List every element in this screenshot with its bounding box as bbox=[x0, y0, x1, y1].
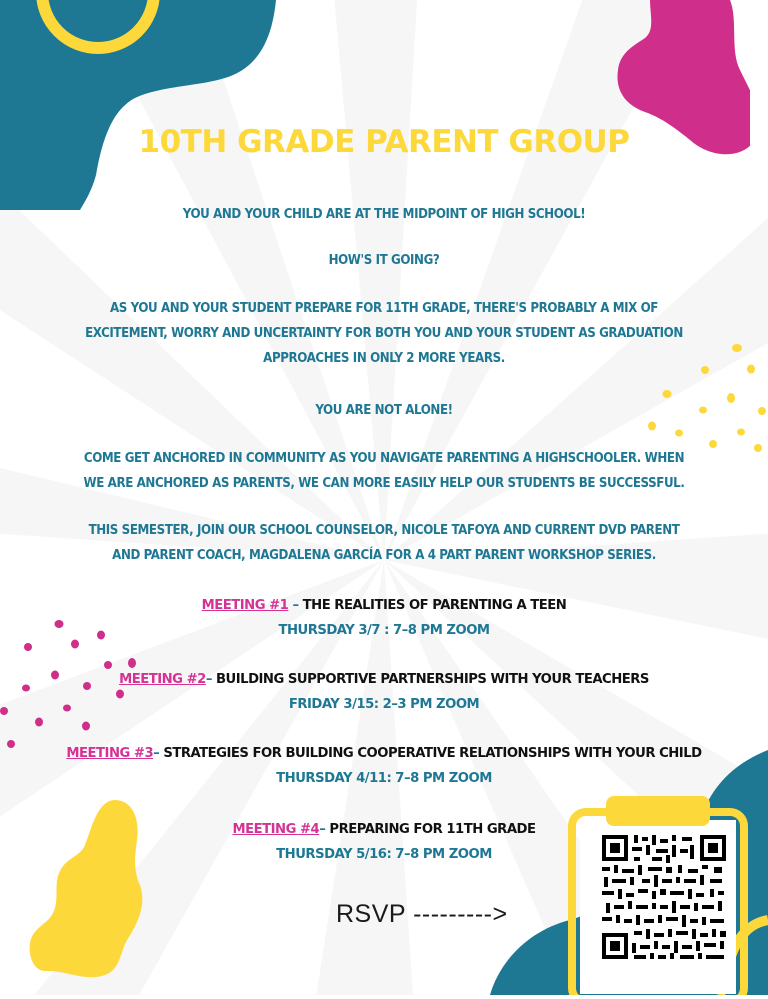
paragraph-semester-line-2: AND PARENT COACH, MAGDALENA GARCÍA FOR A 4 PART PARENT WORKSHOP SERIES. bbox=[112, 548, 656, 563]
paragraph-anchored-line-1: COME GET ANCHORED IN COMMUNITY AS YOU NAVIGATE PARENTING A HIGHSCHOOLER. WHEN bbox=[83, 451, 685, 466]
intro-line-how-going: HOW'S IT GOING? bbox=[328, 253, 440, 268]
meeting-3-title bbox=[0, 744, 768, 764]
meeting-2-separator: – bbox=[205, 672, 216, 687]
meeting-4-separator: – bbox=[319, 822, 330, 837]
meeting-3-when: THURSDAY 4/11: 7–8 PM ZOOM bbox=[276, 771, 492, 786]
meeting-1-link[interactable]: MEETING #1 bbox=[201, 598, 289, 613]
paragraph-anchored-line-2: WE ARE ANCHORED AS PARENTS, WE CAN MORE EASILY HELP OUR STUDENTS BE SUCCESSFUL. bbox=[83, 476, 685, 491]
paragraph-semester bbox=[0, 518, 768, 568]
meeting-4-when: THURSDAY 5/16: 7–8 PM ZOOM bbox=[276, 847, 492, 862]
paragraph-prepare bbox=[0, 296, 768, 371]
meeting-4-link[interactable]: MEETING #4 bbox=[232, 822, 320, 837]
meeting-3-separator: – bbox=[153, 746, 164, 761]
meeting-2-title bbox=[0, 670, 768, 690]
meeting-3-link[interactable]: MEETING #3 bbox=[66, 746, 154, 761]
qr-clipboard bbox=[568, 790, 748, 995]
paragraph-anchored bbox=[0, 446, 768, 496]
paragraph-prepare-line-3: APPROACHES IN ONLY 2 MORE YEARS. bbox=[263, 351, 505, 366]
meeting-2-link[interactable]: MEETING #2 bbox=[119, 672, 206, 687]
meeting-3-topic: STRATEGIES FOR BUILDING COOPERATIVE RELATIONSHIPS WITH YOUR CHILD bbox=[163, 746, 702, 761]
paragraph-semester-line-1: THIS SEMESTER, JOIN OUR SCHOOL COUNSELOR, NICOLE TAFOYA AND CURRENT DVD PARENT bbox=[88, 523, 680, 538]
paragraph-prepare-line-1: AS YOU AND YOUR STUDENT PREPARE FOR 11TH GRADE, THERE'S PROBABLY A MIX OF bbox=[109, 301, 658, 316]
meeting-2-topic: BUILDING SUPPORTIVE PARTNERSHIPS WITH YOUR TEACHERS bbox=[216, 672, 649, 687]
meeting-2-when: FRIDAY 3/15: 2–3 PM ZOOM bbox=[288, 697, 480, 712]
meeting-1-topic: THE REALITIES OF PARENTING A TEEN bbox=[302, 598, 567, 613]
intro-line-midpoint: YOU AND YOUR CHILD ARE AT THE MIDPOINT OF HIGH SCHOOL! bbox=[182, 207, 586, 222]
paragraph-prepare-line-2: EXCITEMENT, WORRY AND UNCERTAINTY FOR BOTH YOU AND YOUR STUDENT AS GRADUATION bbox=[85, 326, 683, 341]
flyer-title: 10TH GRADE PARENT GROUP bbox=[138, 124, 630, 160]
rsvp-label: RSVP ---------> bbox=[336, 900, 508, 928]
meeting-1-when: THURSDAY 3/7 : 7–8 PM ZOOM bbox=[278, 623, 490, 638]
meeting-4-topic: PREPARING FOR 11TH GRADE bbox=[329, 822, 536, 837]
qr-code-icon[interactable] bbox=[568, 790, 748, 995]
meeting-1-separator: – bbox=[288, 598, 303, 613]
meeting-1-title bbox=[0, 596, 768, 616]
not-alone-line: YOU ARE NOT ALONE! bbox=[315, 403, 453, 418]
